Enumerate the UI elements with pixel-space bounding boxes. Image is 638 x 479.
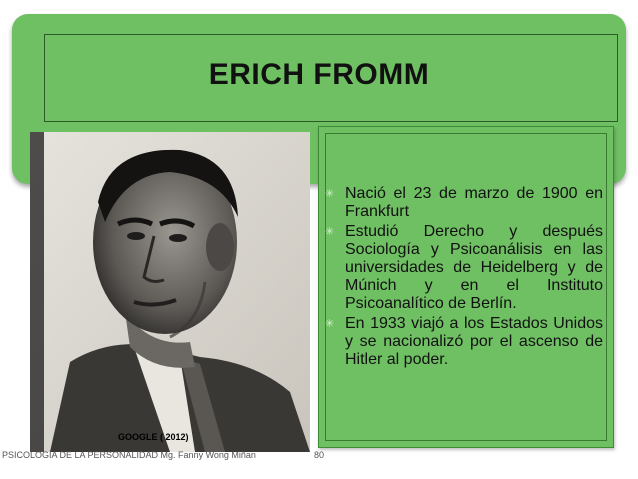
footer-text: PSICOLOGÍA DE LA PERSONALIDAD Mg. Fanny Wong Miñan: [2, 450, 256, 460]
bullet-text: Estudió Derecho y después Sociología y Psicoanálisis en las universidades de Heidelberg y de Múnich y en el Instituto Psicoanalítico de Berlín.: [345, 223, 603, 312]
bullet-item: [323, 185, 603, 221]
bullet-list: [323, 185, 603, 371]
portrait-illustration: [30, 132, 310, 452]
photo-caption: GOOGLE ( 2012): [118, 432, 189, 442]
asterisk-bullet-icon: ✳: [325, 188, 335, 200]
asterisk-bullet-icon: ✳: [325, 318, 335, 330]
page-number: 80: [314, 450, 325, 460]
slide-title: ERICH FROMM: [208, 58, 430, 91]
content-panel: [318, 126, 614, 448]
bullet-item: [323, 223, 603, 313]
bullet-text: Nació el 23 de marzo de 1900 en Frankfurt: [345, 185, 603, 220]
asterisk-bullet-icon: ✳: [325, 226, 335, 238]
bullet-text: En 1933 viajó a los Estados Unidos y se nacionalizó por el ascenso de Hitler al poder.: [345, 315, 603, 368]
bullet-item: [323, 315, 603, 369]
portrait-photo: [30, 132, 310, 452]
